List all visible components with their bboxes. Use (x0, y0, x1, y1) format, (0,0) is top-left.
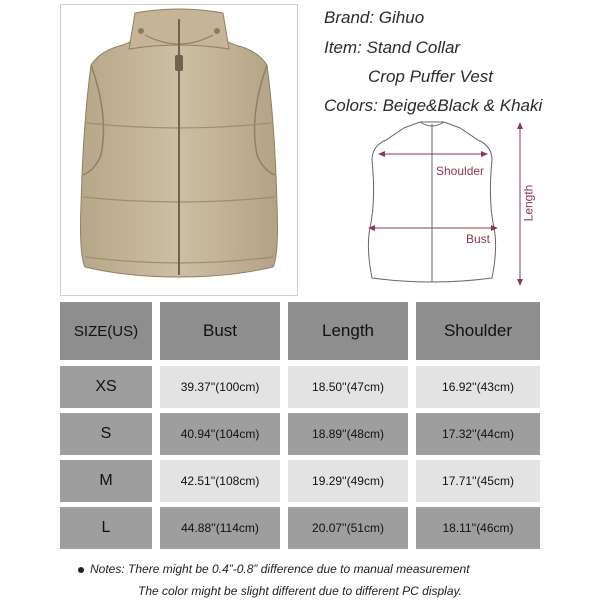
note-color: The color might be slight different due to different PC display. (138, 584, 462, 598)
note-measurement (78, 562, 470, 576)
size-m: M (60, 460, 152, 502)
shoulder-label: Shoulder (436, 164, 485, 178)
item-text-continued: Crop Puffer Vest (368, 67, 494, 86)
vest-image (61, 5, 297, 295)
size-s: S (60, 413, 152, 455)
header-shoulder: Shoulder (416, 302, 540, 360)
header-bust: Bust (160, 302, 280, 360)
brand-text: Brand: Gihuo (324, 8, 425, 27)
bust-xs: 39.37''(100cm) (160, 366, 280, 408)
bust-s: 40.94''(104cm) (160, 413, 280, 455)
length-s: 18.89''(48cm) (288, 413, 408, 455)
note-measurement-text: Notes: There might be 0.4”-0.8” difference due to manual measurement (90, 562, 470, 576)
length-l: 20.07''(51cm) (288, 507, 408, 549)
length-xs: 18.50''(47cm) (288, 366, 408, 408)
bullet-icon (78, 567, 84, 573)
item-text: Item: Stand Collar (324, 38, 461, 57)
size-xs: XS (60, 366, 152, 408)
size-l: L (60, 507, 152, 549)
length-label: Length (521, 184, 536, 222)
bust-label: Bust (466, 232, 491, 246)
header-size: SIZE(US) (60, 302, 152, 360)
bust-l: 44.88''(114cm) (160, 507, 280, 549)
measurement-diagram (360, 116, 540, 296)
vest-outline (360, 116, 540, 296)
shoulder-m: 17.71''(45cm) (416, 460, 540, 502)
length-m: 19.29''(49cm) (288, 460, 408, 502)
product-photo (60, 4, 298, 296)
colors-text: Colors: Beige&Black & Khaki (324, 96, 543, 115)
bust-m: 42.51''(108cm) (160, 460, 280, 502)
shoulder-s: 17.32''(44cm) (416, 413, 540, 455)
shoulder-l: 18.11''(46cm) (416, 507, 540, 549)
shoulder-xs: 16.92''(43cm) (416, 366, 540, 408)
header-length: Length (288, 302, 408, 360)
